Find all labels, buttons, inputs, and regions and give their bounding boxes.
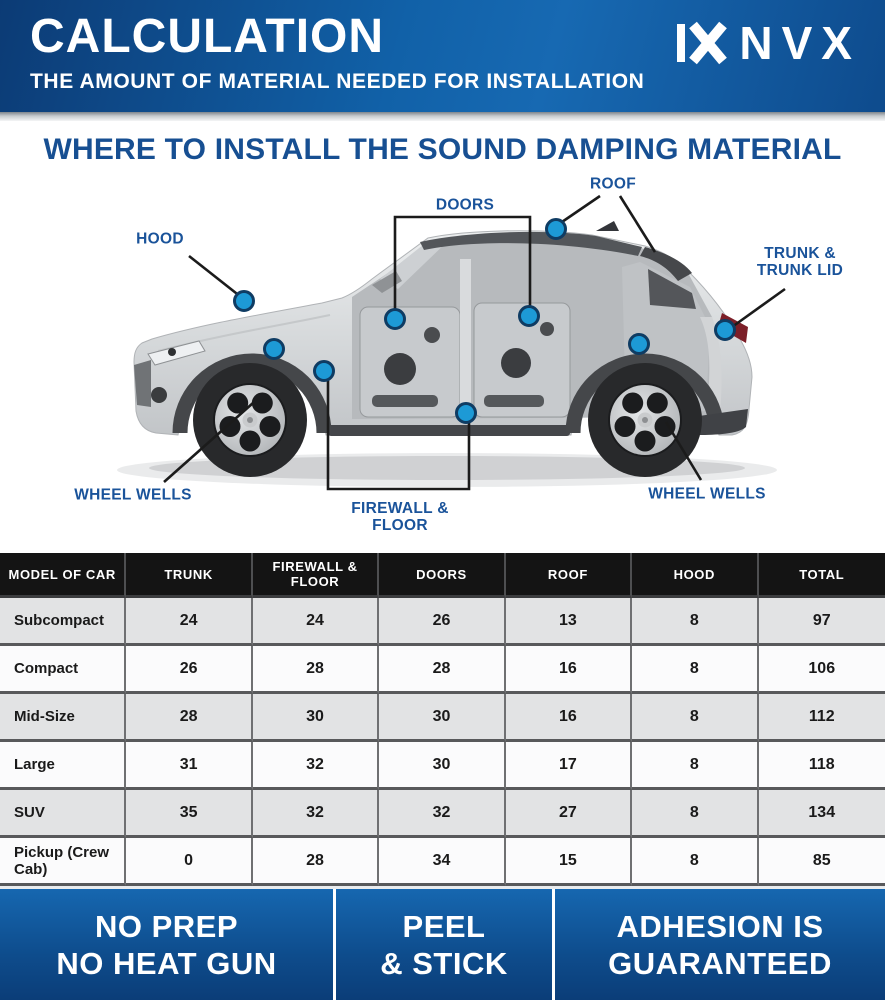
callout-label-trunk-line2: TRUNK LID [756,262,844,279]
table-cell: 28 [379,646,505,694]
callout-label-wheel-wells-left: WHEEL WELLS [74,486,192,504]
model-cell: SUV [0,790,126,838]
marker-front-wheel-well [265,340,284,359]
table-cell: 112 [759,694,885,742]
table-cell: 28 [253,838,379,886]
header-banner [0,0,885,112]
table-cell: 24 [253,598,379,646]
brand-name: NVX [739,17,861,69]
table-cell: 8 [632,646,758,694]
model-cell: Subcompact [0,598,126,646]
table-cell: 16 [506,646,632,694]
table-cell: 106 [759,646,885,694]
table-cell: 8 [632,838,758,886]
nvx-logo [677,18,861,68]
table-cell: 8 [632,598,758,646]
material-table [0,553,885,886]
table-cell: 15 [506,838,632,886]
marker-rear-wheel-well [630,335,649,354]
diagram-title: WHERE TO INSTALL THE SOUND DAMPING MATERIAL [43,133,842,166]
table-cell: 30 [379,742,505,790]
table-cell: 32 [253,790,379,838]
page-title: CALCULATION [30,10,385,63]
callout-label-firewall-line2: FLOOR [372,517,428,534]
table-cell: 134 [759,790,885,838]
callout-label-firewall [351,500,448,534]
front-wheel [193,363,307,477]
callout-label-trunk-line1: TRUNK & [764,245,836,262]
callout-label-wheel-wells-right: WHEEL WELLS [648,485,766,503]
column-header-hood: HOOD [632,553,758,598]
column-header-trunk: TRUNK [126,553,252,598]
table-cell: 24 [126,598,252,646]
page-subtitle: THE AMOUNT OF MATERIAL NEEDED FOR INSTALLATION [30,70,645,93]
callout-label-firewall-line1: FIREWALL & [351,500,449,517]
table-cell: 26 [379,598,505,646]
table-cell: 32 [253,742,379,790]
table-row [0,790,885,838]
table-row [0,694,885,742]
column-header-firewall: FIREWALL & FLOOR [253,553,379,598]
table-cell: 97 [759,598,885,646]
car-illustration [117,221,777,487]
column-header-roof: ROOF [506,553,632,598]
table-cell: 28 [126,694,252,742]
footer-no-prep-line1: NO PREP [94,908,239,944]
table-cell: 0 [126,838,252,886]
table-cell: 26 [126,646,252,694]
table-header-row [0,553,885,598]
table-cell: 31 [126,742,252,790]
marker-front-door [386,310,405,329]
rear-wheel [588,363,702,477]
column-header-doors: DOORS [379,553,505,598]
marker-firewall [315,362,334,381]
car-diagram [0,167,885,553]
nvx-logo-icon [677,19,729,67]
footer-adhesion-line1: ADHESION IS [616,908,824,944]
table-cell: 16 [506,694,632,742]
model-cell: Mid-Size [0,694,126,742]
table-cell: 85 [759,838,885,886]
table-row [0,742,885,790]
table-cell: 118 [759,742,885,790]
footer-no-prep-line2: NO HEAT GUN [56,945,277,981]
column-header-model: MODEL OF CAR [0,553,126,598]
model-cell: Large [0,742,126,790]
table-cell: 35 [126,790,252,838]
table-cell: 32 [379,790,505,838]
marker-trunk [716,321,735,340]
table-cell: 8 [632,694,758,742]
marker-hood [235,292,254,311]
footer-item-peel-stick [333,889,552,1000]
table-cell: 27 [506,790,632,838]
table-cell: 8 [632,790,758,838]
footer-adhesion-line2: GUARANTEED [608,945,832,981]
table-cell: 28 [253,646,379,694]
marker-floor [457,404,476,423]
header-divider-strip [0,112,885,121]
table-cell: 17 [506,742,632,790]
diagram-title-wrap [0,121,885,167]
column-header-total: TOTAL [759,553,885,598]
footer-item-no-prep [0,889,333,1000]
callout-line-hood [189,256,241,297]
footer-banner [0,886,885,1000]
callout-line-trunk [732,289,785,327]
marker-rear-door [520,307,539,326]
callout-label-trunk [757,245,843,279]
footer-peel-line1: PEEL [402,908,486,944]
callout-label-roof: ROOF [590,175,636,193]
model-cell: Compact [0,646,126,694]
callout-label-hood: HOOD [136,230,184,248]
callout-line-roof-a [559,196,600,224]
table-cell: 30 [253,694,379,742]
table-cell: 34 [379,838,505,886]
table-cell: 13 [506,598,632,646]
table-row [0,598,885,646]
model-cell: Pickup (Crew Cab) [0,838,126,886]
footer-item-adhesion [552,889,885,1000]
table-row [0,646,885,694]
callout-label-doors: DOORS [435,196,495,214]
footer-peel-line2: & STICK [380,945,508,981]
table-cell: 30 [379,694,505,742]
marker-roof [547,220,566,239]
table-cell: 8 [632,742,758,790]
table-row [0,838,885,886]
